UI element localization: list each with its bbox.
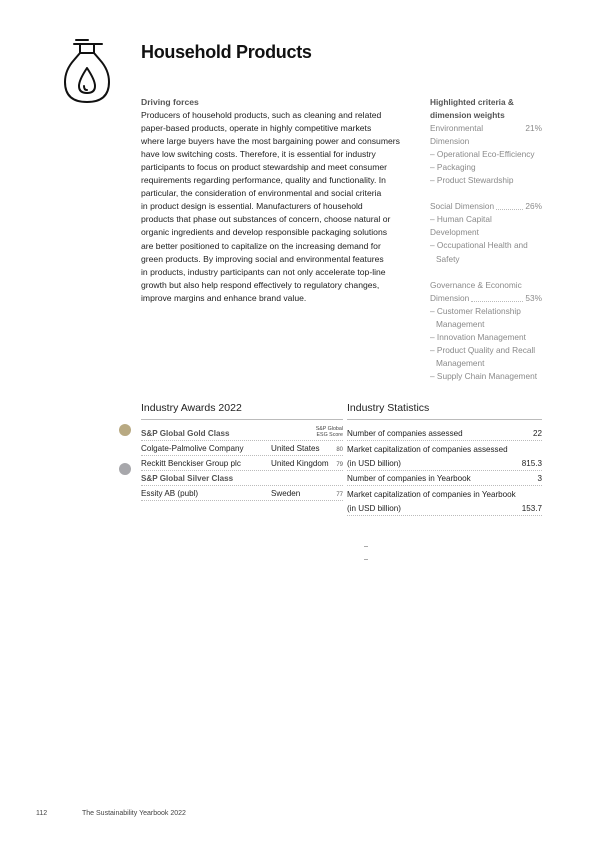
driving-forces-line: Producers of household products, such as cleaning and related xyxy=(141,110,382,121)
score-header: S&P Global ESG Score xyxy=(315,426,343,438)
driving-forces-line: participants to focus on product stewardship and meet consumer xyxy=(141,162,388,173)
criteria-item: – Innovation Management xyxy=(430,331,526,342)
stat-value: 3 xyxy=(537,474,542,483)
table-row xyxy=(347,501,542,516)
company-name: Essity AB (publ) xyxy=(141,489,199,498)
criteria-item: – Product Stewardship xyxy=(430,175,514,186)
page-title: Household Products xyxy=(141,42,312,62)
spray-bottle-icon xyxy=(60,38,114,106)
criteria-item: Safety xyxy=(436,253,460,264)
stat-label: Number of companies in Yearbook xyxy=(347,474,471,483)
stats-rule xyxy=(347,419,542,420)
divider-mark xyxy=(364,546,368,547)
driving-forces-line: in product design is essential. Manufacturers of household xyxy=(141,201,363,212)
driving-forces-section xyxy=(141,96,417,305)
dimension-weight: 53% xyxy=(525,292,542,303)
stat-label: (in USD billion) xyxy=(347,504,401,513)
table-row xyxy=(347,421,542,441)
criteria-item: Management xyxy=(436,318,485,329)
driving-forces-line: improve margins and enhance brand value. xyxy=(141,292,307,303)
table-row xyxy=(141,486,343,501)
driving-forces-line: growth but also help respond effectively to regulatory changes, xyxy=(141,279,380,290)
driving-forces-line: organic ingredients and develop responsible packaging solutions xyxy=(141,227,388,238)
company-score: 79 xyxy=(336,462,343,468)
silver-class-row xyxy=(141,471,343,486)
company-name: Reckitt Benckiser Group plc xyxy=(141,459,241,468)
stat-value: 22 xyxy=(532,429,542,438)
criteria-item: Management xyxy=(436,357,485,368)
criteria-heading: Highlighted criteria & xyxy=(430,97,514,107)
stat-label: (in USD billion) xyxy=(347,459,401,468)
stat-label: Number of companies assessed xyxy=(347,429,463,438)
divider-mark xyxy=(364,559,368,560)
driving-forces-line: green products. By improving social and environmental features xyxy=(141,253,384,264)
criteria-item: – Packaging xyxy=(430,162,476,173)
publication-name: The Sustainability Yearbook 2022 xyxy=(82,810,186,817)
gold-class-row xyxy=(141,421,343,441)
criteria-heading: dimension weights xyxy=(430,110,505,121)
driving-forces-line: where large buyers have the most bargaining power and consumers xyxy=(141,136,400,147)
dimension-label: Environmental Dimension xyxy=(430,123,484,147)
awards-table xyxy=(141,421,343,501)
criteria-item: – Human Capital Development xyxy=(430,214,492,238)
company-country: United Kingdom xyxy=(271,459,329,468)
dimension-label: Dimension xyxy=(430,292,470,303)
stat-value: 815.3 xyxy=(521,459,542,468)
company-country: Sweden xyxy=(271,489,301,498)
gold-class-label: S&P Global Gold Class xyxy=(141,429,230,438)
silver-class-marker xyxy=(119,463,131,475)
driving-forces-line: paper-based products, operate in highly competitive markets xyxy=(141,123,372,134)
driving-forces-line: products that phase out substances of concern, choose natural or xyxy=(141,214,391,225)
criteria-item: – Supply Chain Management xyxy=(430,370,538,381)
dimension-label: Governance & Economic xyxy=(430,279,522,290)
driving-forces-line: are better positioned to capitalize on the increasing demand for xyxy=(141,240,381,251)
driving-forces-heading: Driving forces xyxy=(141,97,199,107)
driving-forces-line: particular, the consideration of environmental and social criteria xyxy=(141,188,382,199)
table-row xyxy=(347,456,542,471)
environmental-dimension xyxy=(430,122,542,148)
gold-class-marker xyxy=(119,424,131,436)
driving-forces-line: in products, industry participants can not only accelerate top-line xyxy=(141,266,386,277)
table-row xyxy=(347,441,542,456)
table-row xyxy=(141,456,343,471)
silver-class-label: S&P Global Silver Class xyxy=(141,474,234,483)
awards-title: Industry Awards 2022 xyxy=(141,402,242,414)
awards-rule xyxy=(141,419,343,420)
stat-label: Market capitalization of companies assessed xyxy=(347,445,508,454)
leader-dots xyxy=(496,200,523,210)
stat-value: 153.7 xyxy=(521,504,542,513)
social-dimension xyxy=(430,200,542,213)
company-name: Colgate-Palmolive Company xyxy=(141,444,244,453)
company-score: 80 xyxy=(336,447,343,453)
company-country: United States xyxy=(271,444,320,453)
table-row xyxy=(347,471,542,486)
company-score: 77 xyxy=(336,492,343,498)
table-row xyxy=(347,486,542,501)
stats-title: Industry Statistics xyxy=(347,402,430,414)
criteria-section xyxy=(430,96,542,383)
governance-dimension xyxy=(430,292,542,305)
page-number: 112 xyxy=(36,810,48,817)
leader-dots xyxy=(471,292,523,302)
dimension-weight: 26% xyxy=(525,201,542,212)
driving-forces-line: have low switching costs. Therefore, it is essential for industry xyxy=(141,149,376,160)
criteria-item: – Operational Eco-Efficiency xyxy=(430,149,535,160)
dimension-weight: 21% xyxy=(525,123,542,134)
stat-label: Market capitalization of companies in Yearbook xyxy=(347,490,516,499)
table-row xyxy=(141,441,343,456)
stats-table xyxy=(347,421,542,516)
criteria-item: – Customer Relationship xyxy=(430,305,521,316)
driving-forces-line: requirements regarding performance, quality and functionality. In xyxy=(141,175,386,186)
criteria-item: – Occupational Health and xyxy=(430,240,528,251)
criteria-item: – Product Quality and Recall xyxy=(430,344,536,355)
dimension-label: Social Dimension xyxy=(430,201,495,212)
